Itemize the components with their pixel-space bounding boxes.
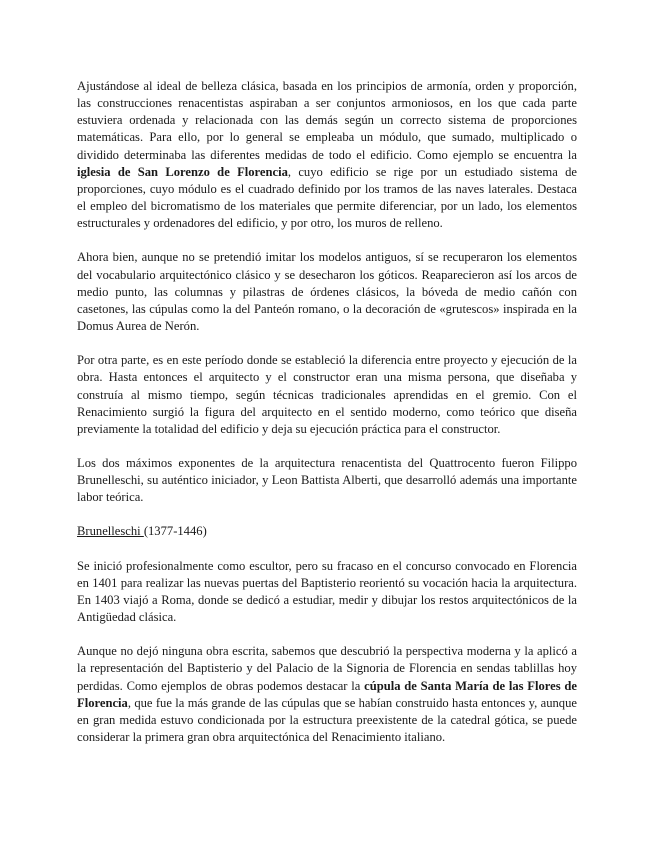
section-heading-brunelleschi xyxy=(77,523,577,540)
document-page xyxy=(77,78,577,763)
paragraph-text: Aunque no dejó ninguna obra escrita, sabemos que descubrió la perspectiva moderna y la aplicó a la representación del Baptisterio y del Palacio de la Signoria de Florencia en sendas tablillas hoy perdidas. Como ejemplos de obras podemos destacar la xyxy=(77,644,577,693)
paragraph-text: Ajustándose al ideal de belleza clásica, basada en los principios de armonía, orden y proporción, las construcciones renacentistas aspiraban a ser conjuntos armoniosos, en los que cada parte estuviera ordenada y relacionada con las demás según un correcto sistema de proporciones matemáticas. Para ello, por lo general se empleaba un módulo, que sumado, multiplicado o dividido determinaba las diferentes medidas de todo el edificio. Como ejemplo se encuentra la xyxy=(77,79,577,162)
paragraph-architect-role: Por otra parte, es en este período donde se estableció la diferencia entre proyecto y ejecución de la obra. Hasta entonces el arquitecto y el constructor eran una misma persona, que diseñaba y construía al mismo tiempo, según técnicas tradicionales aprendidas en el gremio. Con el Renacimiento surgió la figura del arquitecto en el sentido moderno, como teórico que diseña previamente la totalidad del edificio y deja su ejecución práctica para el constructor. xyxy=(77,353,577,436)
paragraph-text: , que fue la más grande de las cúpulas que se habían construido hasta entonces y, aunque en gran medida estuvo condicionada por la estructura preexistente de la catedral gótica, se puede considerar la primera gran obra arquitectónica del Renacimiento italiano. xyxy=(77,695,577,744)
paragraph-text: , cuyo edificio se rige por un estudiado sistema de proporciones, cuyo módulo es el cuadrado definido por los tramos de las naves laterales. Destaca el empleo del bicromatismo de los materiales que permite diferenciar, por un lado, los elementos estructurales y ordenadores del edificio, y por otro, los muros de relleno. xyxy=(77,164,577,231)
heading-name: Brunelleschi xyxy=(77,524,144,539)
paragraph-brunelleschi-works xyxy=(77,643,577,746)
paragraph-proportion xyxy=(77,78,577,232)
cupula-highlight: cúpula de Santa María de las Flores de Florencia xyxy=(77,678,577,710)
paragraph-brunelleschi-bio: Se inició profesionalmente como escultor, pero su fracaso en el concurso convocado en Florencia en 1401 para realizar las nuevas puertas del Baptisterio reorientó su vocación hacia la arquitectura. En 1403 viajó a Roma, donde se dedicó a estudiar, medir y dibujar los restos arquitectónicos de la Antigüedad clásica. xyxy=(77,558,577,625)
paragraph-quattrocento: Los dos máximos exponentes de la arquitectura renacentista del Quattrocento fueron Filippo Brunelleschi, su auténtico iniciador, y Leon Battista Alberti, que desarrolló además una importante labor teórica. xyxy=(77,455,577,505)
paragraph-classical-vocabulary: Ahora bien, aunque no se pretendió imitar los modelos antiguos, sí se recuperaron los elementos del vocabulario arquitectónico clásico y se desecharon los góticos. Reaparecieron así los arcos de medio punto, las columnas y pilastras de órdenes clásicos, la bóveda de medio cañón con casetones, las cúpulas como la del Panteón romano, o la decoración de «grutescos» inspirada en la Domus Aurea de Nerón. xyxy=(77,250,577,334)
heading-dates: (1377-1446) xyxy=(143,524,207,539)
san-lorenzo-highlight: iglesia de San Lorenzo de Florencia xyxy=(77,164,288,179)
